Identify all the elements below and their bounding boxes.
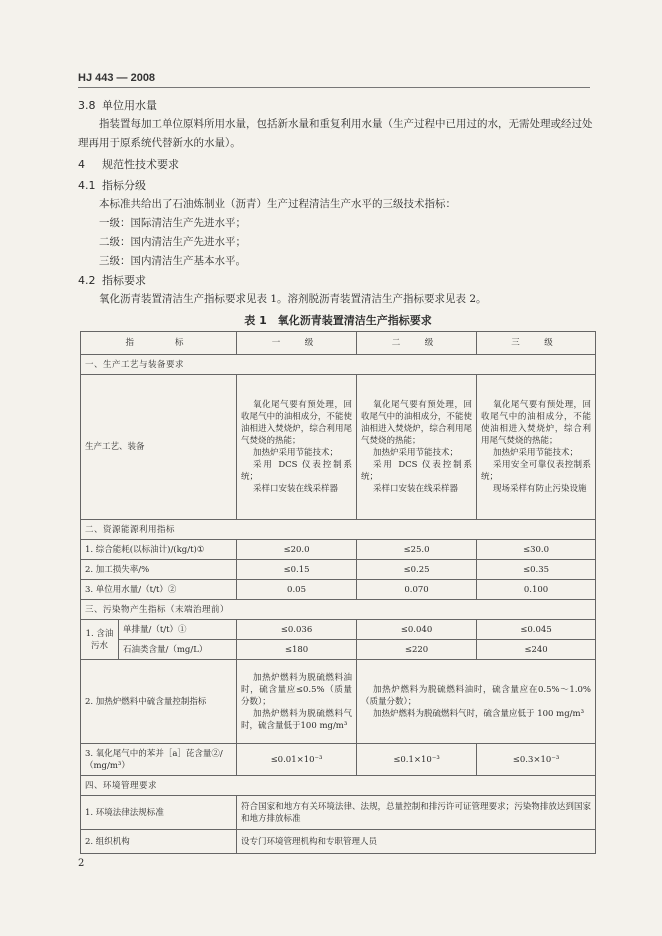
table-row [81,520,596,540]
process-label: 生产工艺、装备 [81,375,237,520]
section-number: 4 [78,158,85,171]
cell-line: 氧化尾气要有预处理，回收尾气中的油相成分，不能使油相进入焚烧炉，综合利用尾气焚烧的热能； [361,400,473,446]
section-title: 单位用水量 [102,99,157,112]
level-one: 一级：国际清洁生产先进水平； [99,217,246,229]
table-row [81,796,596,830]
section-3-8-text: 指装置每加工单位原料所用水量，包括新水量和重复利用水量（生产过程中已用过的水，无需处理或经过处理再用于原系统代替新水的水量）。 [78,118,593,149]
table-title: 表 1 氧化沥青装置清洁生产指标要求 [244,314,432,327]
table-row [81,830,596,854]
process-level-2 [357,375,477,520]
section-row-process: 一、生产工艺与装备要求 [81,355,596,375]
standard-code-header: HJ 443 — 2008 [78,72,156,84]
oil-level-1: ≤180 [237,640,357,660]
section-4-1-heading [78,176,598,195]
header-indicator: 指 标 [81,332,237,355]
cell-line: 氧化尾气要有预处理，回收尾气中的油相成分，不能使油相进入焚烧炉，综合利用尾气焚烧的热能； [241,400,353,446]
cell-line: 加热炉燃料为脱硫燃料油时，硫含量应在0.5%～1.0%（质量分数）； [361,684,592,707]
cell-line: 现场采样有防止污染设施 [493,484,587,494]
energy-level-2: ≤25.0 [357,540,477,560]
oily-water-label: 1. 含油污水 [81,620,119,660]
header-rule [78,87,590,88]
loss-level-3: ≤0.35 [477,560,596,580]
cell-line: 采样口安装在线采样器 [253,484,339,494]
header-level-2: 二 级 [357,332,477,355]
table-row [81,660,596,744]
section-number: 3.8 [78,99,96,112]
process-level-3 [477,375,596,520]
cell-line: 采用安全可靠仪表控制系统； [481,460,592,482]
cell-line: 加热炉采用节能技术； [373,448,459,458]
water-level-1: 0.05 [237,580,357,600]
section-4-2-text: 氧化沥青装置清洁生产指标要求见表 1。溶剂脱沥青装置清洁生产指标要求见表 2。 [99,293,487,305]
water-level-3: 0.100 [477,580,596,600]
water-level-2: 0.070 [357,580,477,600]
cell-line: 采样口安装在线采样器 [373,484,459,494]
section-4-heading [78,155,598,174]
loss-level-1: ≤0.15 [237,560,357,580]
bap-level-2: ≤0.1×10⁻³ [357,744,477,776]
header-level-3: 三 级 [477,332,596,355]
table-row [81,744,596,776]
drain-label: 单排量/（t/t）① [119,620,237,640]
bap-label: 3. 氧化尾气中的苯并［a］芘含量②/（mg/m³） [81,744,237,776]
cell-line: 采用 DCS 仪表控制系统； [361,460,473,482]
level-two: 二级：国内清洁生产先进水平； [99,236,246,248]
org-label: 2. 组织机构 [81,830,237,854]
table-row [81,600,596,620]
sulfur-level-1 [237,660,357,744]
table-row [81,355,596,375]
energy-level-3: ≤30.0 [477,540,596,560]
oil-level-2: ≤220 [357,640,477,660]
section-number: 4.1 [78,179,96,192]
table-row [81,776,596,796]
sulfur-label: 2. 加热炉燃料中硫含量控制指标 [81,660,237,744]
section-4-1-intro: 本标准共给出了石油炼制业（沥青）生产过程清洁生产水平的三级技术指标： [99,198,456,210]
table-row [81,540,596,560]
table-row [81,560,596,580]
energy-label: 1. 综合能耗(以标油计)/(kg/t)① [81,540,237,560]
cell-line: 加热炉燃料为脱硫燃料气时，硫含量应低于 100 mg/m³ [373,708,584,719]
cell-line: 氧化尾气要有预处理，回收尾气中的油相成分，不能使油相进入焚烧炉，综合利用尾气焚烧的热能； [481,400,592,446]
oil-content-label: 石油类含量/（mg/L） [119,640,237,660]
cell-line: 加热炉采用节能技术； [493,448,579,458]
section-title: 指标要求 [102,274,146,287]
section-title: 规范性技术要求 [102,158,179,171]
water-label: 3. 单位用水量/（t/t）② [81,580,237,600]
bap-level-1: ≤0.01×10⁻³ [237,744,357,776]
section-row-pollutant: 三、污染物产生指标（末端治理前） [81,600,596,620]
org-value: 设专门环境管理机构和专职管理人员 [237,830,596,854]
cell-line: 采用 DCS 仪表控制系统； [241,460,353,482]
drain-level-2: ≤0.040 [357,620,477,640]
body-text [78,96,598,331]
law-label: 1. 环境法律法规标准 [81,796,237,830]
section-row-resource: 二、资源能源利用指标 [81,520,596,540]
section-3-8-heading [78,96,598,115]
indicator-table [80,331,596,854]
section-number: 4.2 [78,274,96,287]
loss-level-2: ≤0.25 [357,560,477,580]
header-level-1: 一 级 [237,332,357,355]
section-row-management: 四、环境管理要求 [81,776,596,796]
cell-line: 加热炉燃料为脱硫燃料气时，硫含量低于100 mg/m³ [241,708,353,731]
process-level-1 [237,375,357,520]
page-number: 2 [78,858,85,869]
table-row [81,580,596,600]
loss-label: 2. 加工损失率/% [81,560,237,580]
table-header-row [81,332,596,355]
cell-line: 加热炉采用节能技术； [253,448,339,458]
bap-level-3: ≤0.3×10⁻³ [477,744,596,776]
oil-level-3: ≤240 [477,640,596,660]
drain-level-3: ≤0.045 [477,620,596,640]
cell-line: 加热炉燃料为脱硫燃料油时，硫含量应≤0.5%（质量分数）； [241,672,353,707]
sulfur-level-2-3 [357,660,596,744]
table-row [81,620,596,640]
table-row [81,640,596,660]
section-4-2-heading [78,271,598,290]
level-three: 三级：国内清洁生产基本水平。 [99,255,246,267]
law-value: 符合国家和地方有关环境法律、法规，总量控制和排污许可证管理要求；污染物排放达到国家和地方排放标准 [237,796,596,830]
table-row [81,375,596,520]
drain-level-1: ≤0.036 [237,620,357,640]
energy-level-1: ≤20.0 [237,540,357,560]
section-title: 指标分级 [102,179,146,192]
